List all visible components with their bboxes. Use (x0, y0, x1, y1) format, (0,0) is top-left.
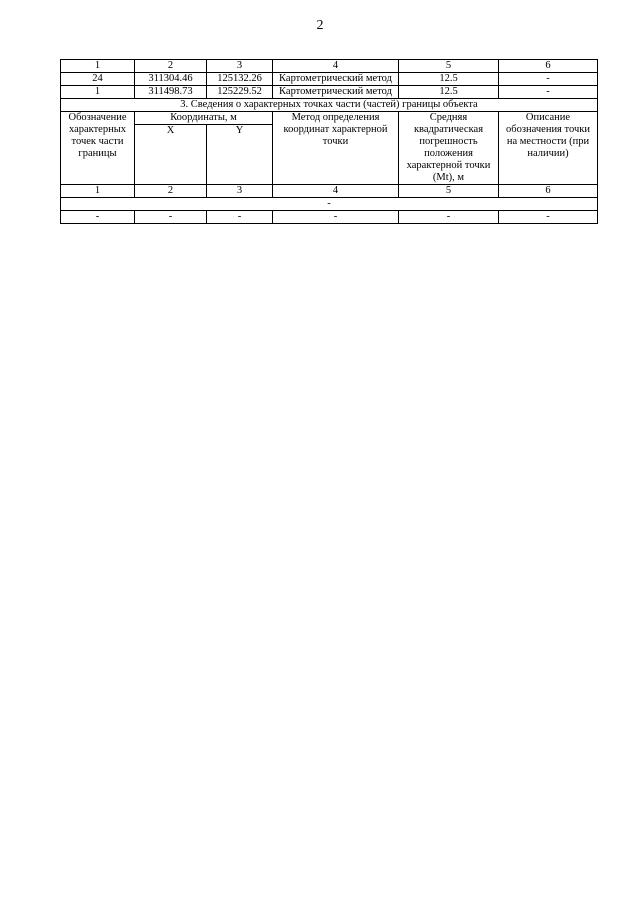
table-cell: - (499, 86, 598, 99)
table-cell: 2 (135, 185, 207, 198)
table-cell: - (207, 211, 273, 224)
col-method: Метод определения координат характерной точки (273, 112, 399, 185)
table-cell: - (499, 73, 598, 86)
table-cell: 125229.52 (207, 86, 273, 99)
empty-part-row (61, 198, 598, 211)
table-cell: - (61, 211, 135, 224)
col-accuracy: Средняя квадратическая погрешность положения характерной точки (Mt), м (399, 112, 499, 185)
col-point-designation: Обозначение характерных точек части границы (61, 112, 135, 185)
column-numbers-row (61, 185, 598, 198)
table-cell: - (273, 211, 399, 224)
table-cell: 4 (273, 60, 399, 73)
section-header-row (61, 112, 598, 125)
table-header-row (61, 60, 598, 73)
table-cell: 12.5 (399, 73, 499, 86)
table-cell: 3 (207, 185, 273, 198)
col-coordinates: Координаты, м (135, 112, 273, 125)
table-cell: 2 (135, 60, 207, 73)
table-cell: 4 (273, 185, 399, 198)
table-cell: 6 (499, 60, 598, 73)
table-cell: 24 (61, 73, 135, 86)
table-cell: 311498.73 (135, 86, 207, 99)
table-row (61, 73, 598, 86)
col-description: Описание обозначения точки на местности (при наличии) (499, 112, 598, 185)
table-cell: - (399, 211, 499, 224)
col-y: Y (207, 125, 273, 185)
table-cell: 125132.26 (207, 73, 273, 86)
table-cell: Картометрический метод (273, 73, 399, 86)
section-title-row (61, 99, 598, 112)
table-cell: Картометрический метод (273, 86, 399, 99)
col-x: X (135, 125, 207, 185)
table-cell: - (135, 211, 207, 224)
table-cell: 5 (399, 185, 499, 198)
table-cell: - (499, 211, 598, 224)
coordinates-table (60, 59, 598, 224)
table-cell: 1 (61, 185, 135, 198)
table-cell: 12.5 (399, 86, 499, 99)
table-cell: 1 (61, 60, 135, 73)
table-cell: 1 (61, 86, 135, 99)
table-row (61, 211, 598, 224)
table-cell: 311304.46 (135, 73, 207, 86)
table-cell: 5 (399, 60, 499, 73)
table-cell: 3 (207, 60, 273, 73)
table-cell: 6 (499, 185, 598, 198)
table-row (61, 86, 598, 99)
section-title: 3. Сведения о характерных точках части (частей) границы объекта (61, 99, 598, 112)
page-number: 2 (316, 18, 324, 33)
empty-part-marker: - (61, 198, 598, 211)
